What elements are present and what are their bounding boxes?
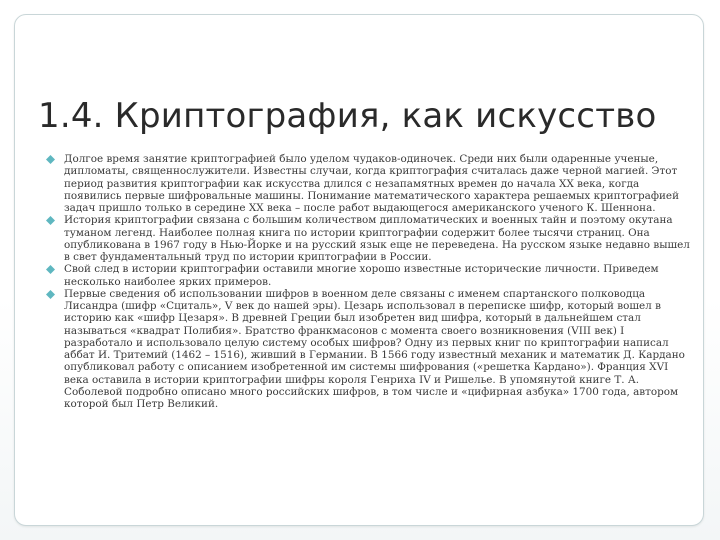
paragraph-text: История криптографии связана с большим количеством дипломатических и военных тайн и поэтому окутана туманом легенд. Наиболее полная книга по истории криптографии содержит более тысячи страниц. Она опубликована в 1967 году в Нью-Йорке и на русский язык еще не переведена. На русском языке недавно вышел в свет фундаментальный труд по истории криптографии в России. — [64, 214, 690, 263]
list-item — [44, 288, 694, 411]
paragraph-text: Свой след в истории криптографии оставили многие хорошо известные исторические личности. Приведем несколько наиболее ярких примеров. — [64, 263, 659, 288]
list-item — [44, 214, 694, 263]
paragraph-text: Первые сведения об использовании шифров в военном деле связаны с именем спартанского полководца Лисандра (шифр «Сциталь», V век до нашей эры). Цезарь использовал в переписке шифр, который вошел в историю как «шифр Цезаря». В древней Греции был изобретен вид шифра, который в дальнейшем стал называться «квадрат Полибия». Братство франкмасонов с момента своего возникновения (VIII век) I разработало и использовало целую систему особых шифров? Одну из первых книг по криптографии написал аббат И. Тритемий (1462 – 1516), живший в Германии. В 1566 году известный механик и математик Д. Кардано опубликовал работу с описанием изобретенной им системы шифрования («решетка Кардано»). Франция XVI века оставила в истории криптографии шифры короля Генриха IV и Ришелье. В упомянутой книге Т. А. Соболевой подробно описано много российских шифров, в том числе и «цифирная азбука» 1700 года, автором которой был Петр Великий. — [64, 287, 685, 410]
paragraph-text: Долгое время занятие криптографией было уделом чудаков-одиночек. Среди них были одаренные ученые, дипломаты, священнослужители. Известны случаи, когда криптография считалась даже черной магией. Этот период развития криптографии как искусства длился с незапамятных времен до начала XX века, когда появились первые шифровальные машины. Понимание математического характера решаемых криптографией задач пришло только в середине XX века – после работ выдающегося американского ученого К. Шеннона. — [64, 153, 680, 214]
diamond-bullet-icon — [46, 265, 55, 274]
slide-title: 1.4. Криптография, как искусство — [38, 96, 657, 136]
diamond-bullet-icon — [46, 290, 55, 299]
bullet-list — [44, 153, 694, 410]
diamond-bullet-icon — [46, 216, 55, 225]
diamond-bullet-icon — [46, 155, 55, 164]
list-item — [44, 263, 694, 288]
list-item — [44, 153, 694, 214]
